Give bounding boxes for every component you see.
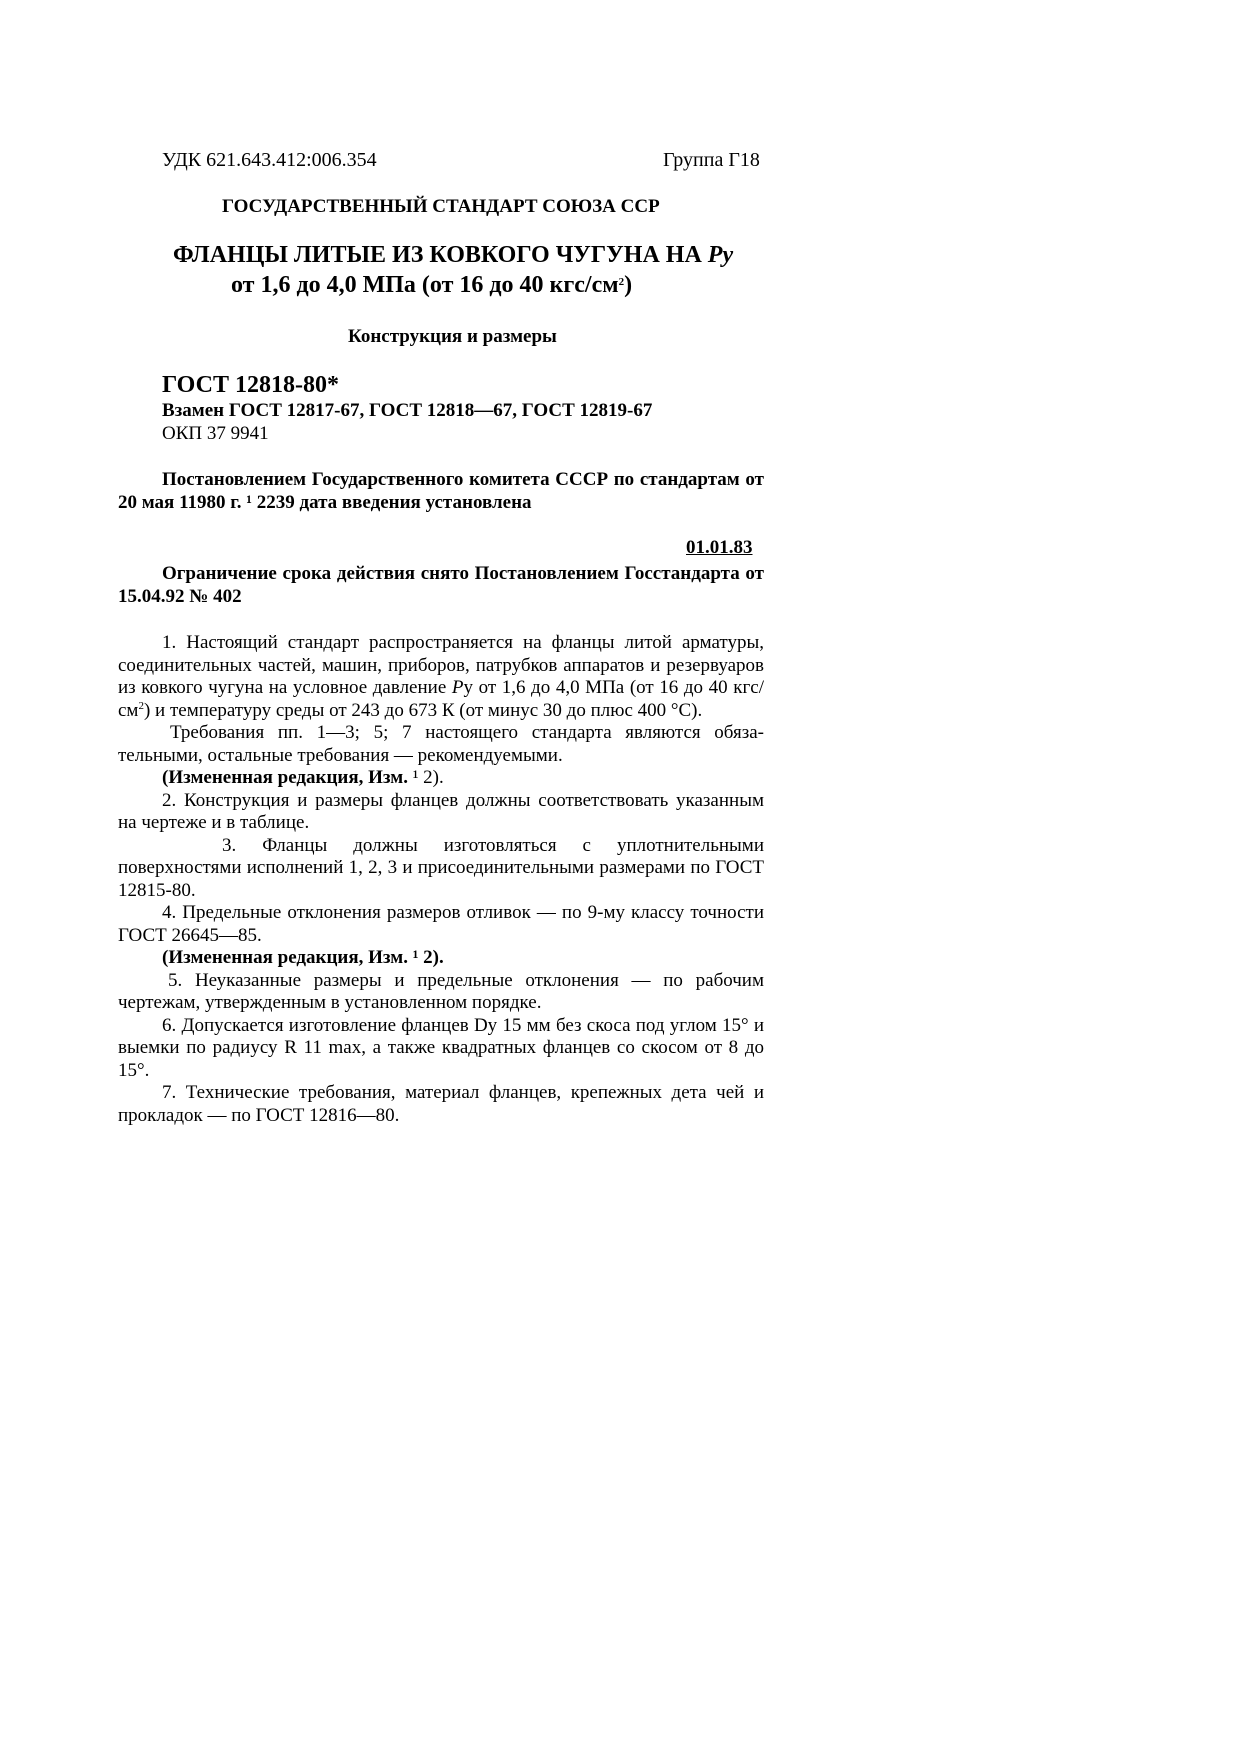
paragraph-1-a: 1. Настоящий стандарт распространяется на фланцы литой арматуры, соединительных частей, машин, приборов, патрубков аппаратов и резервуаров из ковкого чугуна на условное давление (118, 632, 764, 698)
limitation-text: Ограничение срока действия снято Постановлением Госстандарта от 15.04.92 № 402 (118, 563, 764, 607)
decree-paragraph (118, 469, 764, 514)
paragraph-5: 5. Неуказанные размеры и предельные отклонения — по рабочим чертежам, утвержденным в установленном порядке. (118, 969, 764, 1013)
amendment-note-2: (Измененная редакция, Изм. ¹ 2). (162, 947, 444, 968)
okp-code: ОКП 37 9941 (162, 423, 269, 444)
title-line-1-text: ФЛАНЦЫ ЛИТЫЕ ИЗ КОВКОГО ЧУГУНА НА (173, 242, 708, 268)
paragraph-6: 6. Допускается изготовление фланцев Dy 15 мм без скоса под углом 15° и выемки по радиусу R 11 max, а также квадратных фланцев со скосом от 8 до 15°. (118, 1014, 764, 1081)
amendment-note-1-bold: (Измененная редакция, Изм. (162, 767, 413, 788)
paragraph-4: 4. Предельные отклонения размеров отливок — по 9-му классу точности ГОСТ 26645—85. (118, 902, 764, 946)
title-line-2 (231, 272, 632, 299)
paragraph-1-c: ) и температуру среды от 243 до 673 К (от минус 30 до плюс 400 °С). (143, 699, 703, 721)
paragraph-1-b: у от 1,6 до 4,0 МПа (от 16 до 40 кгс/см (118, 677, 764, 721)
paragraph-2: 2. Конструкция и размеры фланцев должны соответствовать указанным на чертеже и в таблице. (118, 789, 764, 833)
title-line-1-italic: Ру (707, 242, 734, 268)
intro-date: 01.01.83 (686, 537, 753, 558)
paragraph-1-requirements: Требования пп. 1—3; 5; 7 настоящего стандарта являются обяза-тельными, остальные требования — рекомендуемыми. (118, 722, 764, 766)
title-line-2-end: ) (624, 272, 633, 298)
paragraph-1-italic: Р (451, 677, 464, 698)
group-code: Группа Г18 (663, 149, 760, 171)
body-text (118, 632, 764, 1127)
paragraph-1 (118, 632, 764, 722)
amendment-note-1-rest: ¹ 2). (412, 767, 444, 788)
gost-number: ГОСТ 12818-80* (162, 372, 339, 398)
paragraph-1-sup: 2 (138, 699, 144, 712)
amendment-note-1 (118, 767, 764, 790)
title-line-2-sup: 2 (618, 276, 625, 288)
udk-code: УДК 621.643.412:006.354 (162, 149, 377, 171)
paragraph-3: 3. Фланцы должны изготовляться с уплотнительными поверхностями исполнений 1, 2, 3 и присоединительными размерами по ГОСТ 12815-80. (118, 834, 764, 901)
title-line-1 (173, 242, 733, 269)
limitation-paragraph (118, 563, 764, 608)
replaces-line: Взамен ГОСТ 12817-67, ГОСТ 12818—67, ГОСТ 12819-67 (162, 400, 653, 421)
state-standard-heading: ГОСУДАРСТВЕННЫЙ СТАНДАРТ СОЮЗА ССР (222, 196, 660, 217)
title-line-2-text: от 1,6 до 4,0 МПа (от 16 до 40 кгс/см (231, 272, 619, 298)
paragraph-7: 7. Технические требования, материал фланцев, крепежных дета чей и прокладок — по ГОСТ 12816—80. (118, 1082, 764, 1126)
decree-text: Постановлением Государственного комитета СССР по стандартам от 20 мая 11980 г. ¹ 2239 дата введения установлена (118, 469, 764, 513)
subtitle: Конструкция и размеры (348, 326, 557, 347)
